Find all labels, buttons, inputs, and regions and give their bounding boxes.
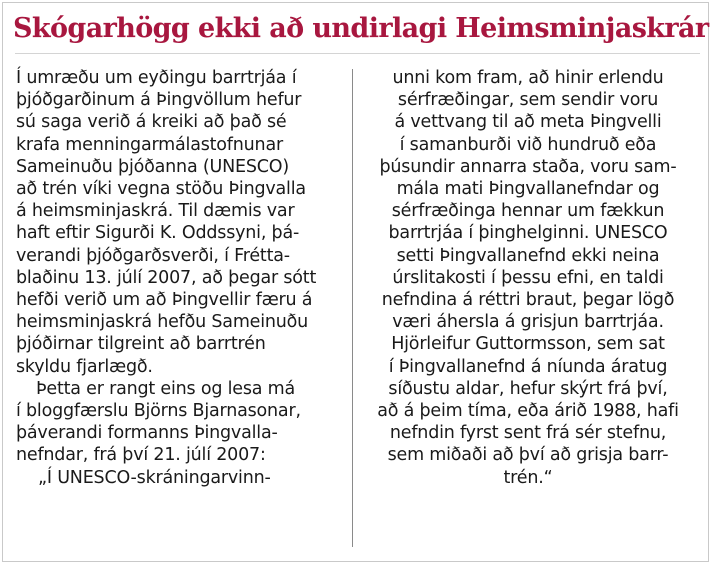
column-line: krafa menningarmálastofnunar: [16, 134, 283, 155]
column-line: sú saga verið á kreiki að það sé: [16, 112, 287, 133]
article-column-right: [363, 67, 693, 489]
column-line: sem miðaði að því að grisja barr-: [387, 445, 669, 466]
column-line: skyldu fjarlægð.: [16, 356, 153, 377]
column-line: Í umræðu um eyðingu barrtrjáa í: [16, 68, 297, 88]
column-line: þjóðirnar tilgreint að barrtrén: [16, 334, 266, 355]
column-line: í samanburði við hundruð eða: [399, 134, 657, 155]
column-line: úrslitakosti í þessu efni, en taldi: [392, 267, 664, 288]
column-line: nefndina á réttri braut, þegar lögð: [381, 290, 675, 311]
column-line: „Í UNESCO-skráningarvinn-: [38, 467, 271, 488]
column-line: Sameinuðu þjóðanna (UNESCO): [16, 156, 289, 177]
column-line: síðustu aldar, hefur skýrt frá því,: [388, 378, 668, 399]
column-line: þúsundir annarra staða, voru sam-: [379, 156, 677, 177]
column-line: að trén víki vegna stöðu Þingvalla: [16, 179, 306, 200]
column-line: á vettvang til að meta Þingvelli: [394, 112, 662, 133]
column-line: haft eftir Sigurði K. Oddssyni, þá-: [16, 223, 300, 244]
column-line: Hjörleifur Guttormsson, sem sat: [391, 334, 665, 355]
column-line: að á þeim tíma, eða árið 1988, hafi: [377, 401, 679, 422]
column-line: sérfræðinga hennar um fækkun: [391, 201, 665, 222]
column-line: mála mati Þingvallanefndar og: [396, 179, 660, 200]
column-line: verandi þjóðgarðsverði, í Frétta-: [16, 245, 290, 266]
column-line: blaðinu 13. júlí 2007, að þegar sótt: [16, 267, 317, 288]
column-line: á heimsminjaskrá. Til dæmis var: [16, 201, 295, 222]
column-line: hefði verið um að Þingvellir færu á: [16, 290, 313, 311]
column-line: nefndin fyrst sent frá sér stefnu,: [389, 423, 667, 444]
column-line: trén.“: [503, 467, 553, 488]
column-line: í Þingvallanefnd á níunda áratug: [388, 356, 668, 377]
column-line: Þetta er rangt eins og lesa má: [36, 378, 296, 399]
column-divider: [352, 69, 353, 547]
column-line: nefndar, frá því 21. júlí 2007:: [16, 445, 266, 466]
column-line: þjóðgarðinum á Þingvöllum hefur: [16, 90, 302, 111]
column-line: barrtrjáa í þinghelginni. UNESCO: [388, 223, 668, 244]
article-headline: Skógarhögg ekki að undirlagi Heimsminjaskrár: [13, 13, 709, 44]
article-column-left: [16, 67, 336, 489]
column-line: setti Þingvallanefnd ekki neina: [396, 245, 660, 266]
column-line: sérfræðingar, sem sendir voru: [397, 90, 659, 111]
column-line: væri áhersla á grisjun barrtrjáa.: [392, 312, 664, 333]
column-line: unni kom fram, að hinir erlendu: [392, 68, 664, 88]
column-line: í bloggfærslu Björns Bjarnasonar,: [16, 401, 301, 422]
column-line: heimsminjaskrá hefðu Sameinuðu: [16, 312, 309, 333]
column-line: þáverandi formanns Þingvalla-: [16, 423, 278, 444]
headline-rule: [15, 53, 700, 54]
article-clipping: [2, 2, 709, 562]
